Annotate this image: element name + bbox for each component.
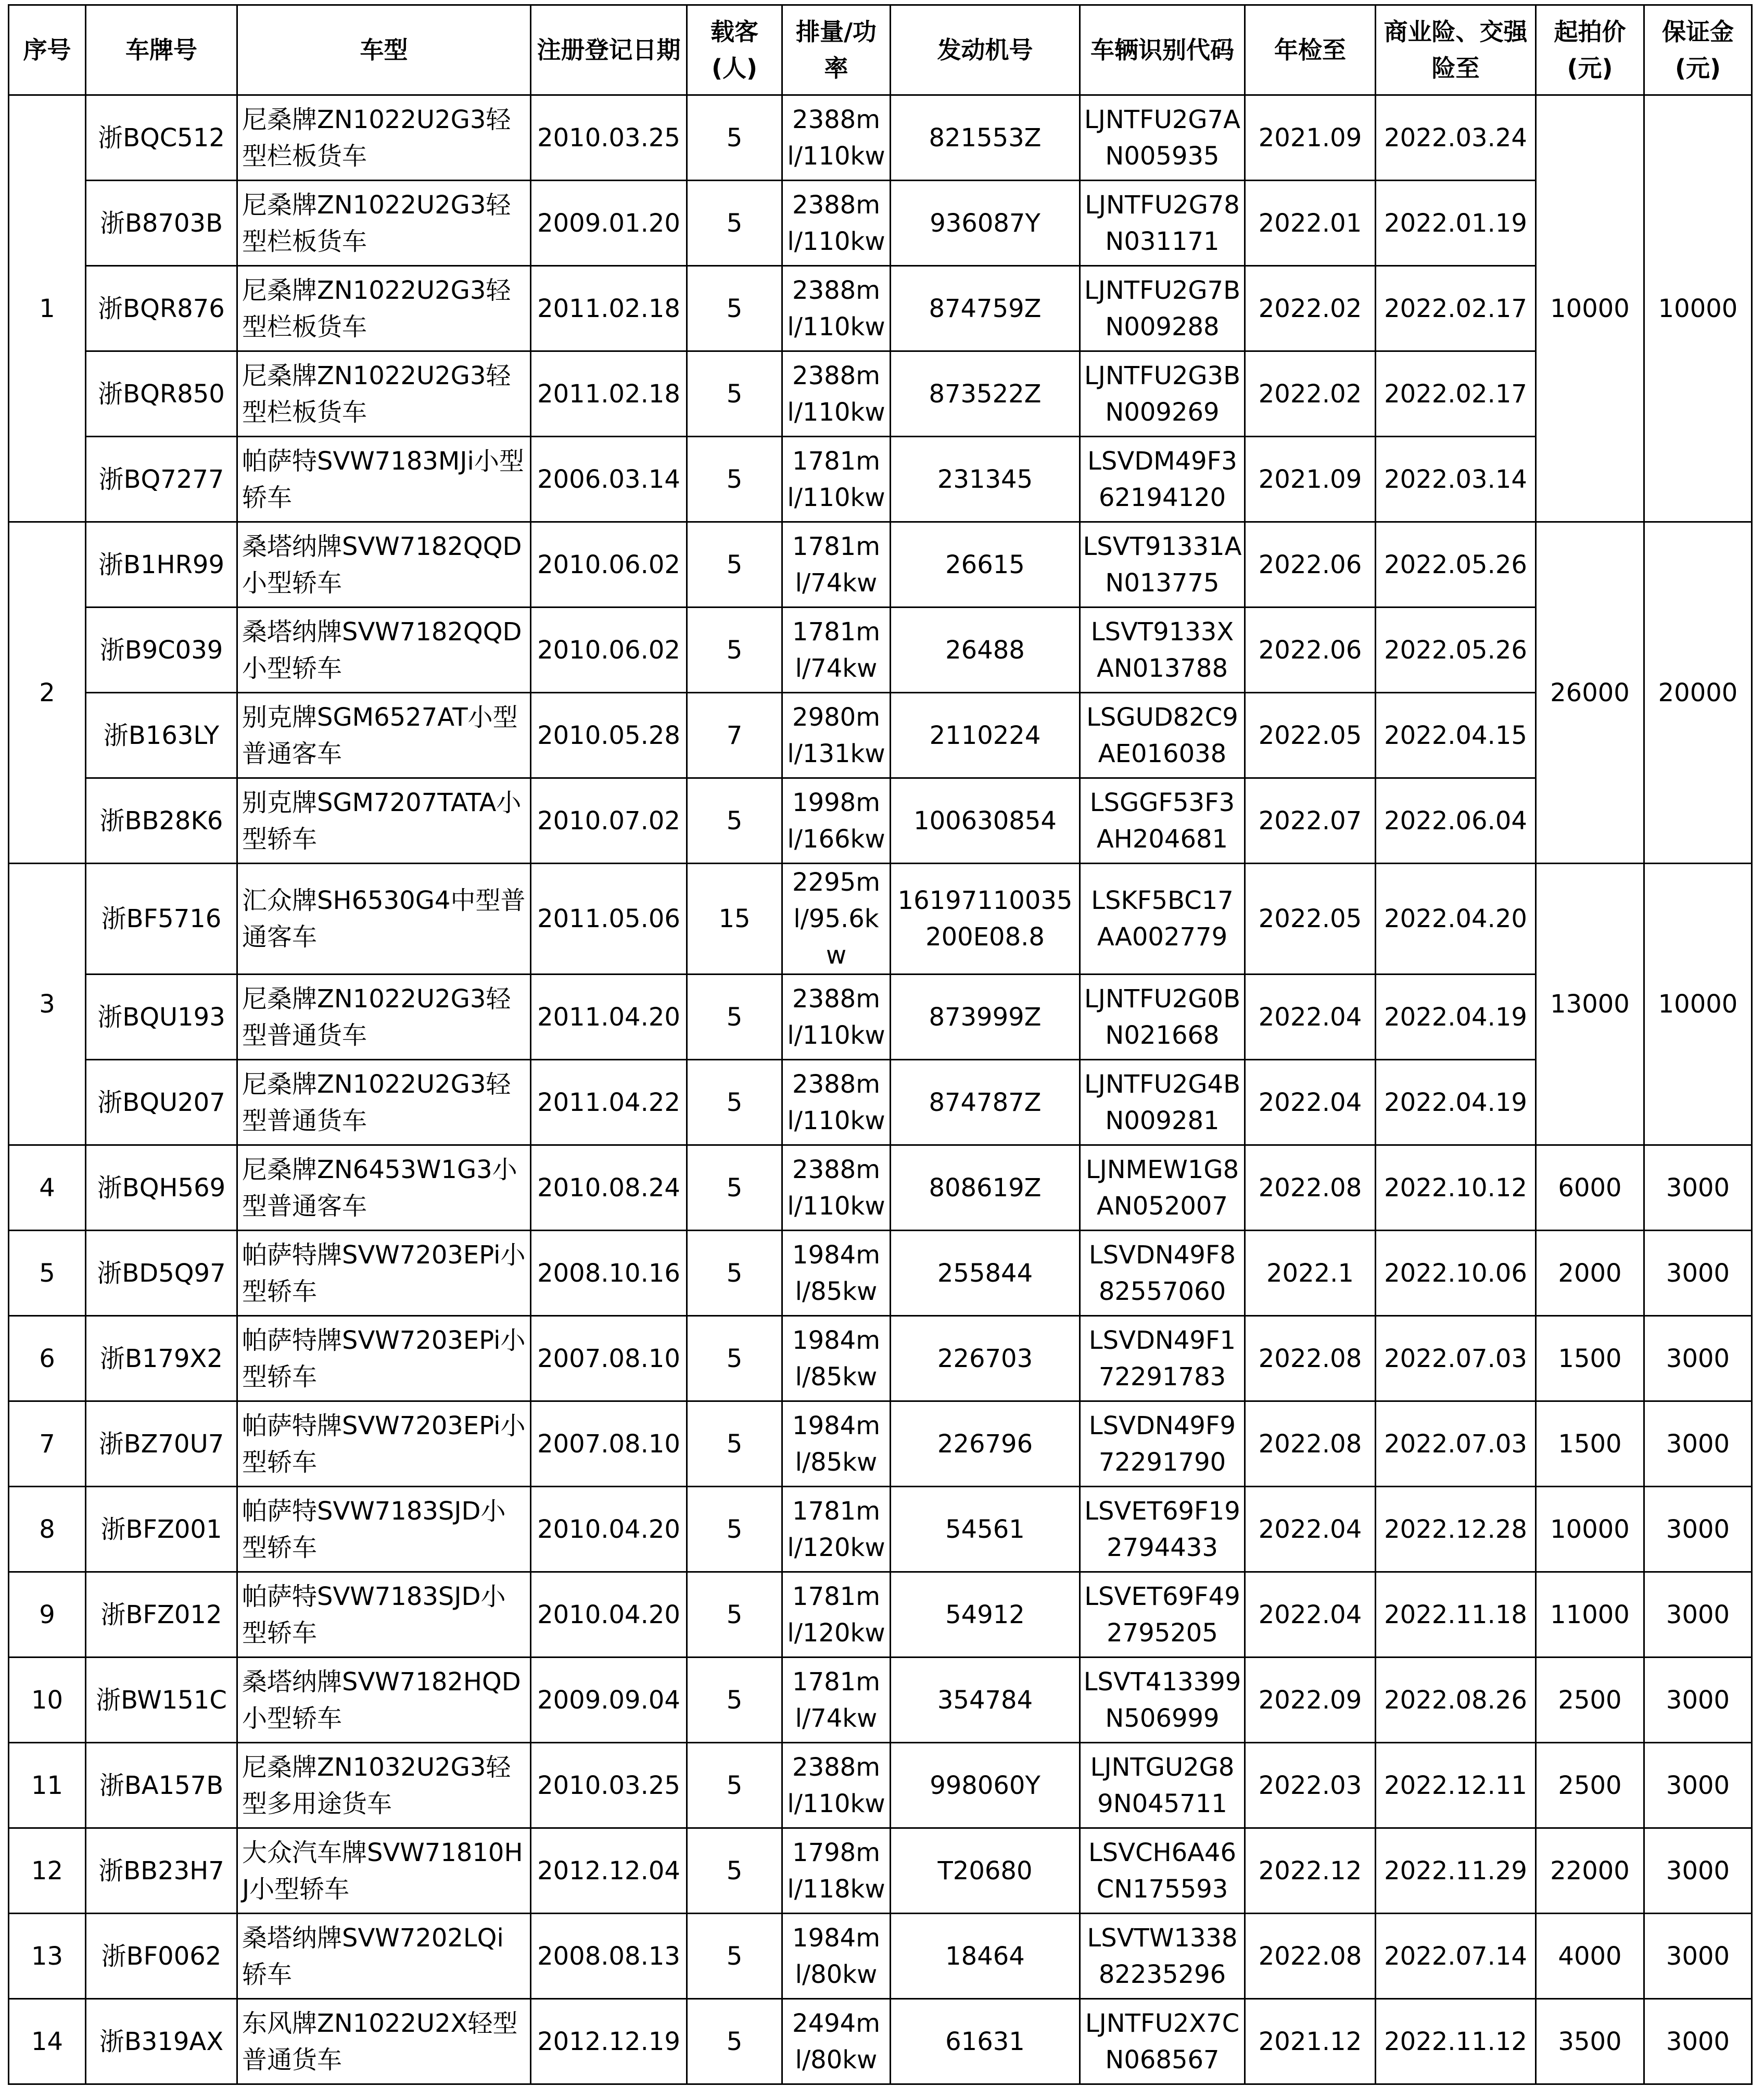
vin-cell: LSVET69F492795205 [1080,1572,1245,1658]
displacement-cell: 2388ml/110kw [782,1060,891,1145]
reg-date-cell: 2006.03.14 [531,437,687,522]
start-price-cell: 3500 [1536,1999,1644,2084]
engine-cell: 808619Z [891,1145,1080,1231]
table-row [9,975,1752,1060]
reg-date-cell: 2010.05.28 [531,693,687,778]
serial-no-cell: 3 [9,864,86,1145]
displacement-cell: 2980ml/131kw [782,693,891,778]
inspection-cell: 2022.05 [1245,693,1376,778]
model-cell: 帕萨特牌SVW7203EPi小型轿车 [237,1401,531,1487]
insurance-cell: 2022.01.19 [1376,181,1536,266]
plate-cell: 浙BZ70U7 [86,1401,237,1487]
table-row [9,181,1752,266]
model-cell: 帕萨特SVW7183SJD小型轿车 [237,1487,531,1572]
seats-cell: 5 [687,975,782,1060]
displacement-cell: 1781ml/120kw [782,1487,891,1572]
insurance-cell: 2022.12.11 [1376,1743,1536,1828]
reg-date-cell: 2010.04.20 [531,1487,687,1572]
header-model: 车型 [237,5,531,95]
vin-cell: LSVT413399N506999 [1080,1658,1245,1743]
inspection-cell: 2022.02 [1245,351,1376,437]
reg-date-cell: 2011.04.20 [531,975,687,1060]
deposit-cell: 3000 [1644,1572,1752,1658]
displacement-cell: 1781ml/74kw [782,522,891,608]
table-row [9,266,1752,351]
seats-cell: 5 [687,181,782,266]
plate-cell: 浙B8703B [86,181,237,266]
inspection-cell: 2022.05 [1245,864,1376,975]
insurance-cell: 2022.10.06 [1376,1231,1536,1316]
engine-cell: 226703 [891,1316,1080,1401]
model-cell: 尼桑牌ZN1022U2G3轻型栏板货车 [237,266,531,351]
serial-no-cell: 13 [9,1914,86,1999]
insurance-cell: 2022.06.04 [1376,778,1536,864]
vehicle-auction-table [8,4,1753,2085]
table-row [9,1914,1752,1999]
table-row [9,1828,1752,1914]
table-row [9,1487,1752,1572]
plate-cell: 浙B9C039 [86,608,237,693]
engine-cell: 936087Y [891,181,1080,266]
reg-date-cell: 2012.12.04 [531,1828,687,1914]
plate-cell: 浙B163LY [86,693,237,778]
displacement-cell: 1798ml/118kw [782,1828,891,1914]
model-cell: 汇众牌SH6530G4中型普通客车 [237,864,531,975]
insurance-cell: 2022.10.12 [1376,1145,1536,1231]
inspection-cell: 2022.08 [1245,1914,1376,1999]
reg-date-cell: 2008.08.13 [531,1914,687,1999]
inspection-cell: 2022.04 [1245,1572,1376,1658]
insurance-cell: 2022.04.20 [1376,864,1536,975]
deposit-cell: 3000 [1644,1401,1752,1487]
header-insurance: 商业险、交强险至 [1376,5,1536,95]
displacement-cell: 2295ml/95.6kw [782,864,891,975]
inspection-cell: 2021.12 [1245,1999,1376,2084]
vin-cell: LJNTFU2G7BN009288 [1080,266,1245,351]
vin-cell: LSVDN49F972291790 [1080,1401,1245,1487]
displacement-cell: 2388ml/110kw [782,95,891,181]
seats-cell: 5 [687,1487,782,1572]
engine-cell: 26615 [891,522,1080,608]
serial-no-cell: 10 [9,1658,86,1743]
insurance-cell: 2022.02.17 [1376,266,1536,351]
table-row [9,1743,1752,1828]
header-displacement: 排量/功率 [782,5,891,95]
vin-cell: LSVT9133XAN013788 [1080,608,1245,693]
displacement-cell: 2388ml/110kw [782,266,891,351]
model-cell: 别克牌SGM7207TATA小型轿车 [237,778,531,864]
vin-cell: LJNTFU2G3BN009269 [1080,351,1245,437]
insurance-cell: 2022.04.19 [1376,975,1536,1060]
table-row [9,1316,1752,1401]
deposit-cell: 20000 [1644,522,1752,864]
engine-cell: 2110224 [891,693,1080,778]
seats-cell: 5 [687,1060,782,1145]
deposit-cell: 3000 [1644,1743,1752,1828]
inspection-cell: 2022.08 [1245,1316,1376,1401]
serial-no-cell: 5 [9,1231,86,1316]
header-no: 序号 [9,5,86,95]
reg-date-cell: 2010.07.02 [531,778,687,864]
seats-cell: 5 [687,437,782,522]
model-cell: 尼桑牌ZN1032U2G3轻型多用途货车 [237,1743,531,1828]
engine-cell: 255844 [891,1231,1080,1316]
insurance-cell: 2022.03.24 [1376,95,1536,181]
seats-cell: 5 [687,1231,782,1316]
vin-cell: LJNTFU2G78N031171 [1080,181,1245,266]
plate-cell: 浙BQR850 [86,351,237,437]
vin-cell: LSVDN49F882557060 [1080,1231,1245,1316]
seats-cell: 5 [687,778,782,864]
plate-cell: 浙BW151C [86,1658,237,1743]
reg-date-cell: 2010.08.24 [531,1145,687,1231]
insurance-cell: 2022.04.15 [1376,693,1536,778]
header-seats: 载客(人) [687,5,782,95]
engine-cell: 18464 [891,1914,1080,1999]
vin-cell: LJNTFU2G7AN005935 [1080,95,1245,181]
table-row [9,1401,1752,1487]
vin-cell: LJNTFU2G4BN009281 [1080,1060,1245,1145]
reg-date-cell: 2011.02.18 [531,266,687,351]
engine-cell: 354784 [891,1658,1080,1743]
vin-cell: LJNTGU2G89N045711 [1080,1743,1245,1828]
reg-date-cell: 2011.04.22 [531,1060,687,1145]
insurance-cell: 2022.08.26 [1376,1658,1536,1743]
engine-cell: 61631 [891,1999,1080,2084]
header-start-price: 起拍价(元) [1536,5,1644,95]
displacement-cell: 1781ml/74kw [782,608,891,693]
vin-cell: LJNTFU2X7CN068567 [1080,1999,1245,2084]
vin-cell: LSVET69F192794433 [1080,1487,1245,1572]
inspection-cell: 2022.06 [1245,522,1376,608]
inspection-cell: 2021.09 [1245,437,1376,522]
serial-no-cell: 8 [9,1487,86,1572]
insurance-cell: 2022.11.29 [1376,1828,1536,1914]
seats-cell: 5 [687,1572,782,1658]
table-body [9,95,1752,2084]
model-cell: 尼桑牌ZN1022U2G3轻型栏板货车 [237,351,531,437]
displacement-cell: 1984ml/85kw [782,1401,891,1487]
engine-cell: 874787Z [891,1060,1080,1145]
model-cell: 尼桑牌ZN6453W1G3小型普通客车 [237,1145,531,1231]
vin-cell: LSGUD82C9AE016038 [1080,693,1245,778]
inspection-cell: 2022.04 [1245,1060,1376,1145]
engine-cell: 100630854 [891,778,1080,864]
start-price-cell: 11000 [1536,1572,1644,1658]
serial-no-cell: 2 [9,522,86,864]
plate-cell: 浙BFZ001 [86,1487,237,1572]
model-cell: 帕萨特SVW7183SJD小型轿车 [237,1572,531,1658]
displacement-cell: 2388ml/110kw [782,351,891,437]
insurance-cell: 2022.07.14 [1376,1914,1536,1999]
plate-cell: 浙BFZ012 [86,1572,237,1658]
reg-date-cell: 2009.01.20 [531,181,687,266]
engine-cell: 873999Z [891,975,1080,1060]
serial-no-cell: 7 [9,1401,86,1487]
displacement-cell: 2388ml/110kw [782,1743,891,1828]
displacement-cell: 1984ml/85kw [782,1316,891,1401]
insurance-cell: 2022.05.26 [1376,522,1536,608]
table-row [9,864,1752,975]
plate-cell: 浙BF0062 [86,1914,237,1999]
plate-cell: 浙BQU193 [86,975,237,1060]
plate-cell: 浙B1HR99 [86,522,237,608]
seats-cell: 5 [687,522,782,608]
table-row [9,95,1752,181]
seats-cell: 5 [687,1658,782,1743]
inspection-cell: 2022.01 [1245,181,1376,266]
serial-no-cell: 1 [9,95,86,522]
table-row [9,351,1752,437]
plate-cell: 浙BD5Q97 [86,1231,237,1316]
model-cell: 桑塔纳牌SVW7182QQD小型轿车 [237,608,531,693]
header-reg-date: 注册登记日期 [531,5,687,95]
deposit-cell: 10000 [1644,95,1752,522]
table-row [9,1572,1752,1658]
header-plate: 车牌号 [86,5,237,95]
displacement-cell: 1781ml/74kw [782,1658,891,1743]
inspection-cell: 2022.06 [1245,608,1376,693]
vin-cell: LSKF5BC17AA002779 [1080,864,1245,975]
seats-cell: 5 [687,1999,782,2084]
start-price-cell: 4000 [1536,1914,1644,1999]
table-row [9,608,1752,693]
model-cell: 桑塔纳牌SVW7202LQi轿车 [237,1914,531,1999]
engine-cell: 54561 [891,1487,1080,1572]
insurance-cell: 2022.03.14 [1376,437,1536,522]
reg-date-cell: 2012.12.19 [531,1999,687,2084]
inspection-cell: 2021.09 [1245,95,1376,181]
start-price-cell: 1500 [1536,1316,1644,1401]
start-price-cell: 10000 [1536,95,1644,522]
deposit-cell: 3000 [1644,1828,1752,1914]
inspection-cell: 2022.12 [1245,1828,1376,1914]
seats-cell: 7 [687,693,782,778]
reg-date-cell: 2010.04.20 [531,1572,687,1658]
insurance-cell: 2022.04.19 [1376,1060,1536,1145]
header-row [9,5,1752,95]
insurance-cell: 2022.11.12 [1376,1999,1536,2084]
table-row [9,1999,1752,2084]
insurance-cell: 2022.07.03 [1376,1316,1536,1401]
seats-cell: 5 [687,95,782,181]
start-price-cell: 13000 [1536,864,1644,1145]
vin-cell: LSVDM49F362194120 [1080,437,1245,522]
reg-date-cell: 2007.08.10 [531,1401,687,1487]
insurance-cell: 2022.02.17 [1376,351,1536,437]
insurance-cell: 2022.07.03 [1376,1401,1536,1487]
model-cell: 东风牌ZN1022U2X轻型普通货车 [237,1999,531,2084]
insurance-cell: 2022.12.28 [1376,1487,1536,1572]
plate-cell: 浙BQH569 [86,1145,237,1231]
serial-no-cell: 4 [9,1145,86,1231]
seats-cell: 5 [687,1401,782,1487]
start-price-cell: 2500 [1536,1658,1644,1743]
seats-cell: 5 [687,1828,782,1914]
inspection-cell: 2022.08 [1245,1401,1376,1487]
engine-cell: 998060Y [891,1743,1080,1828]
seats-cell: 5 [687,608,782,693]
start-price-cell: 10000 [1536,1487,1644,1572]
engine-cell: 231345 [891,437,1080,522]
header-deposit: 保证金(元) [1644,5,1752,95]
seats-cell: 5 [687,1145,782,1231]
table-row [9,1060,1752,1145]
seats-cell: 15 [687,864,782,975]
engine-cell: 26488 [891,608,1080,693]
displacement-cell: 1998ml/166kw [782,778,891,864]
vin-cell: LSVTW133882235296 [1080,1914,1245,1999]
displacement-cell: 2388ml/110kw [782,975,891,1060]
reg-date-cell: 2007.08.10 [531,1316,687,1401]
displacement-cell: 2388ml/110kw [782,181,891,266]
model-cell: 尼桑牌ZN1022U2G3轻型普通货车 [237,975,531,1060]
start-price-cell: 22000 [1536,1828,1644,1914]
deposit-cell: 3000 [1644,1658,1752,1743]
serial-no-cell: 12 [9,1828,86,1914]
serial-no-cell: 9 [9,1572,86,1658]
deposit-cell: 3000 [1644,1145,1752,1231]
model-cell: 帕萨特牌SVW7203EPi小型轿车 [237,1316,531,1401]
reg-date-cell: 2011.05.06 [531,864,687,975]
vin-cell: LSVDN49F172291783 [1080,1316,1245,1401]
serial-no-cell: 11 [9,1743,86,1828]
deposit-cell: 3000 [1644,1999,1752,2084]
table-row [9,693,1752,778]
reg-date-cell: 2010.03.25 [531,1743,687,1828]
displacement-cell: 1781ml/110kw [782,437,891,522]
plate-cell: 浙BB23H7 [86,1828,237,1914]
reg-date-cell: 2009.09.04 [531,1658,687,1743]
table-row [9,1231,1752,1316]
table-row [9,522,1752,608]
plate-cell: 浙B179X2 [86,1316,237,1401]
vin-cell: LSGGF53F3AH204681 [1080,778,1245,864]
plate-cell: 浙B319AX [86,1999,237,2084]
plate-cell: 浙BQR876 [86,266,237,351]
header-vin: 车辆识别代码 [1080,5,1245,95]
inspection-cell: 2022.03 [1245,1743,1376,1828]
seats-cell: 5 [687,1316,782,1401]
vin-cell: LJNTFU2G0BN021668 [1080,975,1245,1060]
plate-cell: 浙BQC512 [86,95,237,181]
displacement-cell: 2388ml/110kw [782,1145,891,1231]
seats-cell: 5 [687,351,782,437]
header-inspection: 年检至 [1245,5,1376,95]
model-cell: 桑塔纳牌SVW7182HQD小型轿车 [237,1658,531,1743]
reg-date-cell: 2010.06.02 [531,608,687,693]
table-row [9,1145,1752,1231]
plate-cell: 浙BQ7277 [86,437,237,522]
insurance-cell: 2022.11.18 [1376,1572,1536,1658]
plate-cell: 浙BB28K6 [86,778,237,864]
model-cell: 别克牌SGM6527AT小型普通客车 [237,693,531,778]
engine-cell: 873522Z [891,351,1080,437]
model-cell: 桑塔纳牌SVW7182QQD小型轿车 [237,522,531,608]
model-cell: 尼桑牌ZN1022U2G3轻型栏板货车 [237,95,531,181]
reg-date-cell: 2010.03.25 [531,95,687,181]
displacement-cell: 2494ml/80kw [782,1999,891,2084]
inspection-cell: 2022.04 [1245,975,1376,1060]
serial-no-cell: 6 [9,1316,86,1401]
model-cell: 大众汽车牌SVW71810HJ小型轿车 [237,1828,531,1914]
seats-cell: 5 [687,1914,782,1999]
vin-cell: LSVT91331AN013775 [1080,522,1245,608]
start-price-cell: 6000 [1536,1145,1644,1231]
engine-cell: 54912 [891,1572,1080,1658]
reg-date-cell: 2008.10.16 [531,1231,687,1316]
plate-cell: 浙BA157B [86,1743,237,1828]
vin-cell: LSVCH6A46CN175593 [1080,1828,1245,1914]
engine-cell: 16197110035200E08.8 [891,864,1080,975]
plate-cell: 浙BQU207 [86,1060,237,1145]
inspection-cell: 2022.07 [1245,778,1376,864]
start-price-cell: 26000 [1536,522,1644,864]
table-row [9,1658,1752,1743]
reg-date-cell: 2010.06.02 [531,522,687,608]
vin-cell: LJNMEW1G8AN052007 [1080,1145,1245,1231]
inspection-cell: 2022.09 [1245,1658,1376,1743]
header-engine: 发动机号 [891,5,1080,95]
displacement-cell: 1781ml/120kw [782,1572,891,1658]
model-cell: 尼桑牌ZN1022U2G3轻型栏板货车 [237,181,531,266]
deposit-cell: 3000 [1644,1914,1752,1999]
plate-cell: 浙BF5716 [86,864,237,975]
deposit-cell: 3000 [1644,1231,1752,1316]
inspection-cell: 2022.1 [1245,1231,1376,1316]
inspection-cell: 2022.02 [1245,266,1376,351]
engine-cell: T20680 [891,1828,1080,1914]
insurance-cell: 2022.05.26 [1376,608,1536,693]
inspection-cell: 2022.04 [1245,1487,1376,1572]
model-cell: 帕萨特SVW7183MJi小型轿车 [237,437,531,522]
start-price-cell: 2500 [1536,1743,1644,1828]
displacement-cell: 1984ml/80kw [782,1914,891,1999]
engine-cell: 874759Z [891,266,1080,351]
model-cell: 帕萨特牌SVW7203EPi小型轿车 [237,1231,531,1316]
table-row [9,778,1752,864]
start-price-cell: 1500 [1536,1401,1644,1487]
deposit-cell: 10000 [1644,864,1752,1145]
serial-no-cell: 14 [9,1999,86,2084]
engine-cell: 226796 [891,1401,1080,1487]
deposit-cell: 3000 [1644,1487,1752,1572]
reg-date-cell: 2011.02.18 [531,351,687,437]
model-cell: 尼桑牌ZN1022U2G3轻型普通货车 [237,1060,531,1145]
inspection-cell: 2022.08 [1245,1145,1376,1231]
seats-cell: 5 [687,1743,782,1828]
displacement-cell: 1984ml/85kw [782,1231,891,1316]
start-price-cell: 2000 [1536,1231,1644,1316]
engine-cell: 821553Z [891,95,1080,181]
table-row [9,437,1752,522]
seats-cell: 5 [687,266,782,351]
deposit-cell: 3000 [1644,1316,1752,1401]
